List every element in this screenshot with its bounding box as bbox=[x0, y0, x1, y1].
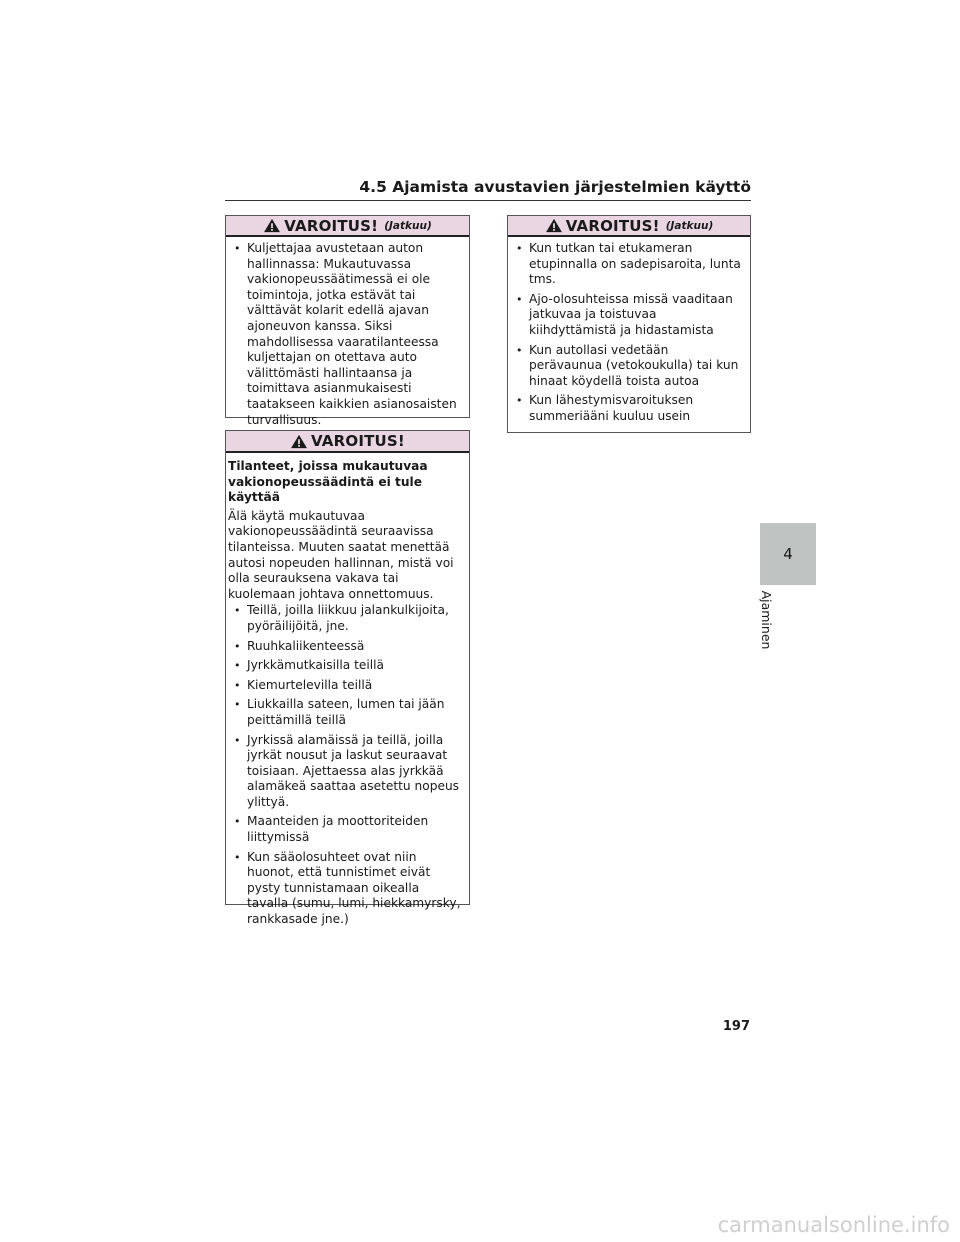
warning-header bbox=[226, 216, 469, 237]
list-item: • Kun autollasi vedetään perävaunua (vetokoukulla) tai kun hinaat köydellä toista autoa bbox=[515, 343, 742, 390]
warning-box-continued-left bbox=[225, 215, 470, 427]
list-item: • Jyrkkämutkaisilla teillä bbox=[233, 658, 461, 674]
chapter-tab[interactable] bbox=[760, 523, 816, 585]
list-item: • Kiemurtelevilla teillä bbox=[233, 678, 461, 694]
warning-title: VAROITUS! bbox=[311, 432, 405, 450]
list-item: • Kuljettajaa avustetaan auton hallinnassa: Mukautuvassa vakionopeussäätimessä ei ole toimintoja, jotka estävät tai välttävät kolarit edellä ajavan ajoneuvon kanssa. Siksi mahdollisessa vaaratilanteessa kuljettajan on otettava auto välittömästi hallintaansa ja toimittava asianmukaisesti taatakseen kaikkien asianosaisten turvallisuus. bbox=[233, 241, 461, 428]
list-item: • Maanteiden ja moottoriteiden liittymissä bbox=[233, 814, 461, 845]
warning-intro: Älä käytä mukautuvaa vakionopeussäädintä seuraavissa tilanteissa. Muuten saatat menettää autosi nopeuden hallinnan, mistä voi olla seurauksena vakava tai kuolemaan johtava onnettomuus. bbox=[228, 508, 454, 601]
section-title: 4.5 Ajamista avustavien järjestelmien käyttö bbox=[359, 178, 751, 196]
list-item: • Kun tutkan tai etukameran etupinnalla on sadepisaroita, lunta tms. bbox=[515, 241, 742, 288]
list-item: • Teillä, joilla liikkuu jalankulkijoita, pyöräilijöitä, jne. bbox=[233, 603, 461, 634]
warning-header bbox=[226, 431, 469, 453]
list-item: • Ajo-olosuhteissa missä vaaditaan jatkuvaa ja toistuvaa kiihdyttämistä ja hidastamista bbox=[515, 292, 742, 339]
list-item: • Ruuhkaliikenteessä bbox=[233, 639, 461, 655]
warning-triangle-icon bbox=[545, 218, 563, 233]
warning-triangle-icon bbox=[290, 434, 308, 449]
list-item: • Jyrkissä alamäissä ja teillä, joilla jyrkät nousut ja laskut seuraavat toisiaan. Ajettaessa alas jyrkkää alamäkeä saattaa asetettu nopeus ylittyä. bbox=[233, 733, 461, 811]
warning-heading: Tilanteet, joissa mukautuvaa vakionopeussäädintä ei tule käyttää bbox=[228, 459, 428, 505]
chapter-label: Ajaminen bbox=[759, 590, 774, 650]
warning-list bbox=[226, 602, 469, 937]
warning-title: VAROITUS! bbox=[565, 216, 660, 235]
warning-box-main bbox=[225, 430, 470, 927]
list-item: • Liukkailla sateen, lumen tai jään peittämillä teillä bbox=[233, 697, 461, 728]
warning-list bbox=[226, 237, 469, 438]
warning-triangle-icon bbox=[263, 218, 281, 233]
warning-subtitle: (Jatkuu) bbox=[384, 219, 432, 232]
warning-header bbox=[508, 216, 750, 237]
warning-subtitle: (Jatkuu) bbox=[665, 219, 714, 232]
warning-list bbox=[508, 237, 750, 435]
warning-box-continued-right bbox=[507, 215, 751, 433]
list-item: • Kun sääolosuhteet ovat niin huonot, että tunnistimet eivät pysty tunnistamaan oikealla tavalla (sumu, lumi, hiekkamyrsky, rankkasade jne.) bbox=[233, 850, 461, 928]
page-header bbox=[225, 178, 751, 201]
page-number: 197 bbox=[722, 1019, 750, 1034]
warning-title: VAROITUS! bbox=[284, 216, 379, 235]
chapter-number: 4 bbox=[783, 545, 793, 563]
watermark: carmanualsonline.info bbox=[717, 1213, 950, 1237]
list-item: • Kun lähestymisvaroituksen summeriääni kuuluu usein bbox=[515, 393, 742, 424]
